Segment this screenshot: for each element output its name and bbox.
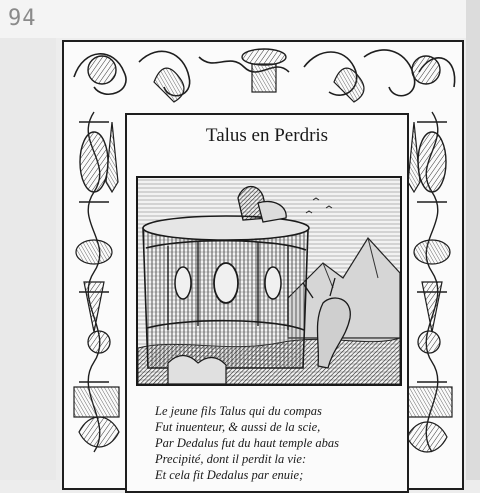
verse-line-1: Le jeune fils Talus qui du compas — [155, 404, 322, 418]
verse-line-5: Et cela fit Dedalus par enuie; — [155, 468, 304, 482]
verse-line-4: Precipité, dont il perdit la vie: — [155, 452, 307, 466]
emblem-title: Talus en Perdris — [205, 125, 329, 146]
verse-line-3: Par Dedalus fut du haut temple abas — [155, 436, 340, 450]
page-header-strip — [0, 0, 480, 38]
woodcut-illustration — [136, 176, 402, 386]
right-margin — [466, 0, 480, 480]
left-margin — [0, 38, 56, 480]
verse-line-2: Fut inuenteur, & aussi de la scie, — [155, 420, 321, 434]
page-number: 94 — [8, 6, 37, 31]
